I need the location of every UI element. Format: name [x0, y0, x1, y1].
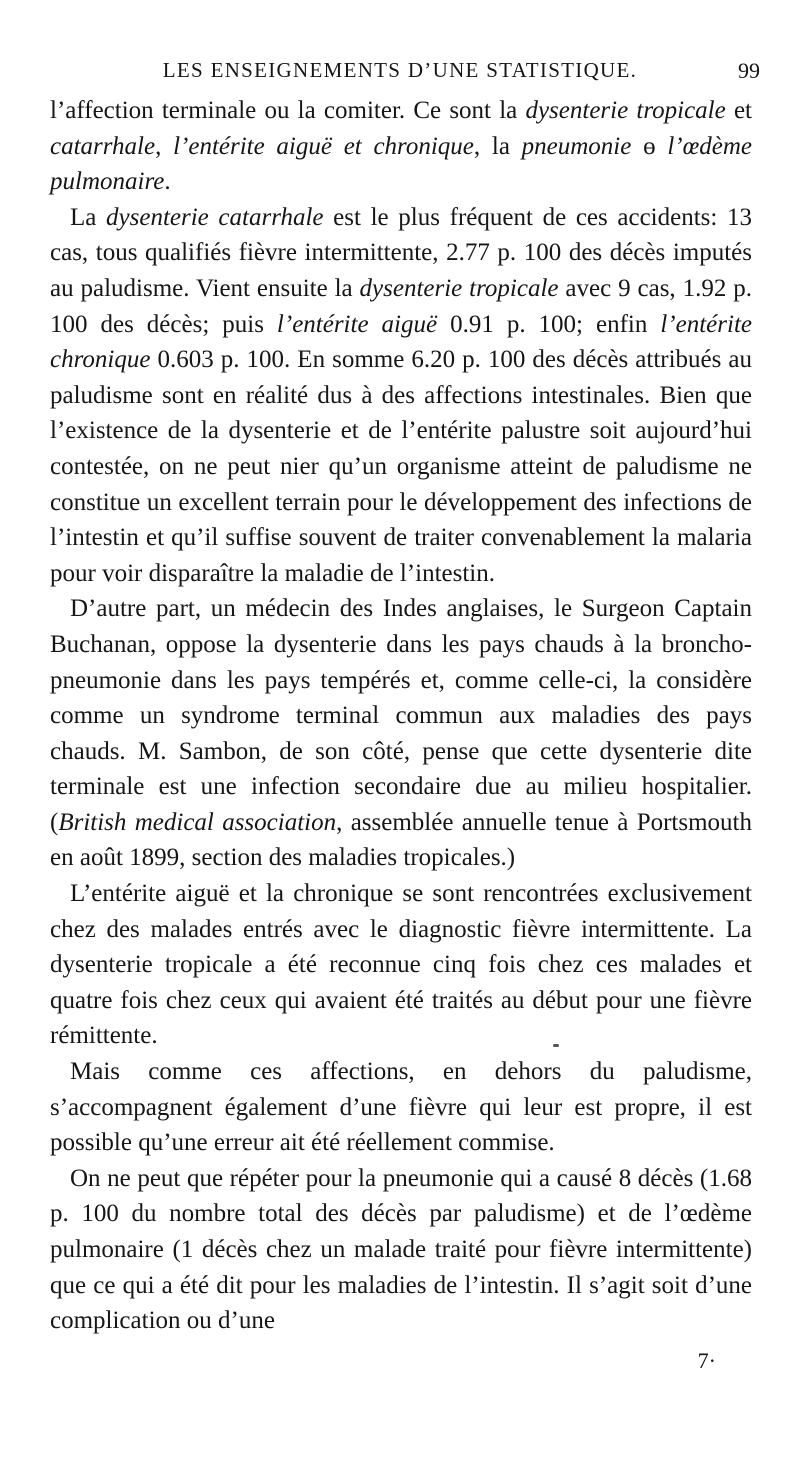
italic-run: pneumonie: [521, 132, 632, 160]
paragraph-2: [50, 200, 752, 592]
text-run: est le plus fréquent de ces accidents: 13 cas, tous qualifiés fièvre intermittente, 2.77 p. 100 des décès imputés au paludisme. Vient ensuite la: [50, 203, 752, 302]
signature-mark: 7·: [697, 1348, 716, 1373]
italic-run: dysenterie tropicale: [359, 274, 559, 302]
text-run: , assemblée annuelle tenue à Portsmouth en août 1899, section des maladies tropicales.): [50, 808, 752, 872]
text-run: L’entérite aiguë et la chronique se sont rencontrées exclusivement chez des malades entrés avec le diagnostic fièvre intermittente. La dysenterie tropicale a été reconnue cinq fois chez ces malades et quatre fois chez ceux qui avaient été traités au début pour une fièvre rémittente.: [50, 880, 752, 1050]
italic-run: l’entérite chronique: [50, 310, 752, 374]
ink-speck: [553, 1044, 559, 1047]
paragraph-3: [50, 591, 752, 876]
text-run: l’affection terminale ou la comiter. Ce sont la: [50, 97, 526, 124]
body-text: [50, 93, 752, 1339]
text-run: D’autre part, un médecin des Indes anglaises, le Surgeon Captain Buchanan, oppose la dysenterie dans les pays chauds à la broncho-pneumonie dans les pays tempérés et, comme celle-ci, la considère comme un syndrome terminal commun aux maladies des pays chauds. M. Sambon, de son côté, pense que cette dysenterie dite terminale est une infection secondaire due au milieu hospitalier. (: [50, 595, 752, 836]
paragraph-5: [50, 1054, 752, 1161]
text-run: .: [164, 168, 171, 196]
text-run: 0.603 p. 100. En somme 6.20 p. 100 des décès attribués au paludisme sont en réalité dus à des affections intestinales. Bien que l’existence de la dysenterie et de l’entérite palustre soit aujourd’hui contestée, on ne peut nier qu’un organisme atteint de paludisme ne constitue un excellent terrain pour le développement des infections de l’intestin et qu’il suffise souvent de traiter convenablement la malaria pour voir disparaître la maladie de l’intestin.: [50, 346, 752, 587]
italic-run: British medical association: [58, 808, 337, 836]
text-run: avec 9 cas, 1.92 p. 100 des décès; puis: [50, 274, 752, 338]
paragraph-1: [50, 93, 752, 200]
text-run: On ne peut que répéter pour la pneumonie qui a causé 8 décès (1.68 p. 100 du nombre total des décès par paludisme) et de l’œdème pulmonaire (1 décès chez un malade traité pour fièvre intermittente) que ce qui a été dit pour les maladies de l’intestin. Il s’agit soit d’une complication ou d’une: [50, 1164, 752, 1335]
text-run: , la: [473, 132, 522, 160]
italic-run: l’œdème pulmonaire: [50, 132, 753, 196]
italic-run: dysenterie tropicale: [525, 97, 726, 124]
text-run: Mais comme ces affections, en dehors du paludisme, s’accompagnent également d’une fièvre qui leur est propre, il est possible qu’une erreur ait été réellement commise.: [50, 1058, 752, 1157]
running-head: [40, 58, 760, 86]
text-run: La: [70, 203, 107, 231]
text-run: ɵ: [631, 132, 668, 160]
italic-run: dysenterie catarrhale: [106, 203, 324, 231]
paragraph-4: [50, 876, 752, 1054]
italic-run: l’entérite aiguë: [276, 310, 438, 338]
italic-run: l’entérite aiguë et chronique: [173, 132, 474, 160]
italic-run: catarrhale: [50, 132, 156, 160]
text-run: et: [725, 97, 752, 124]
text-run: 0.91 p. 100; enfin: [437, 310, 661, 338]
paragraph-6: [50, 1161, 752, 1339]
text-run: ,: [155, 132, 174, 160]
running-title: LES ENSEIGNEMENTS D’UNE STATISTIQUE.: [162, 58, 638, 82]
page-number: 99: [738, 58, 760, 83]
